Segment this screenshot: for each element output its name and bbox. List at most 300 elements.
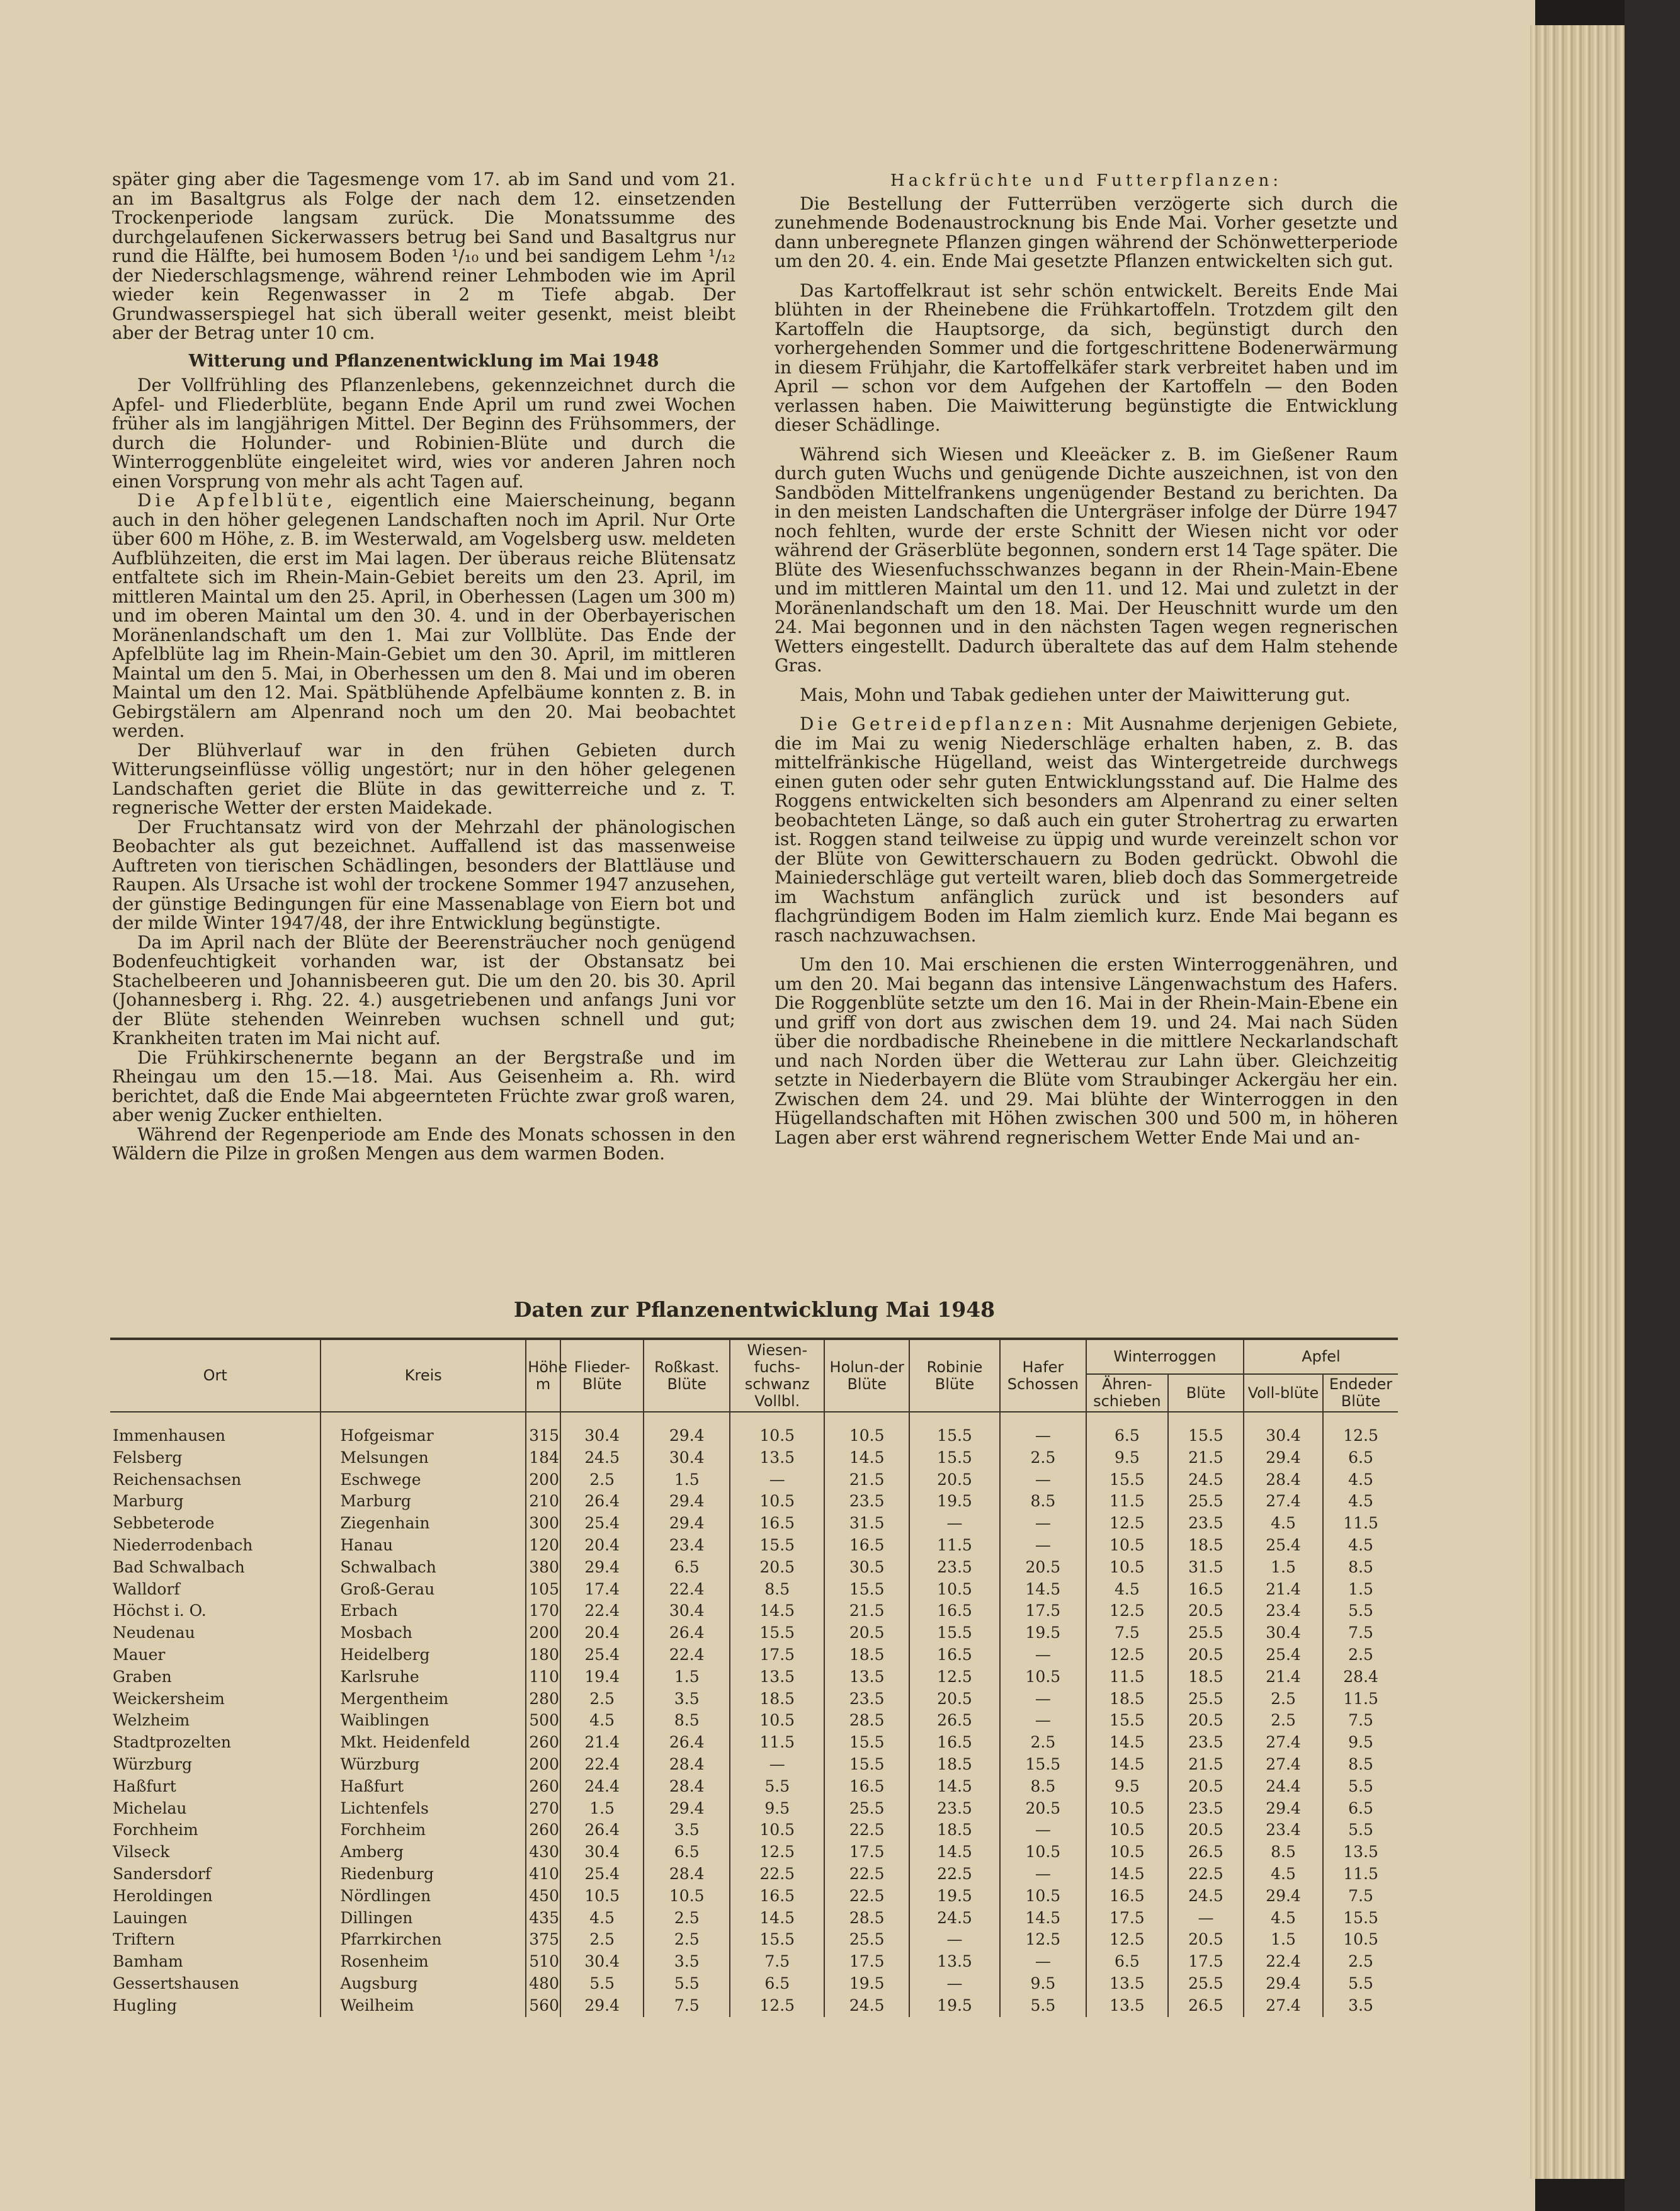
- table-cell: 21.5: [1168, 1447, 1244, 1469]
- table-cell: 10.5: [1086, 1798, 1168, 1820]
- table-cell: 27.4: [1244, 1491, 1323, 1513]
- table-cell: 23.5: [824, 1688, 909, 1710]
- table-cell: 280: [526, 1688, 560, 1710]
- table-cell: 30.4: [644, 1447, 730, 1469]
- page-edges: [1530, 25, 1625, 2179]
- table-cell: 3.5: [644, 1951, 730, 1973]
- table-cell: 29.4: [560, 1995, 644, 2017]
- table-cell: 8.5: [1000, 1491, 1086, 1513]
- paragraph: [775, 715, 1398, 945]
- table-cell: 4.5: [1323, 1469, 1398, 1491]
- table-row: [110, 1710, 1398, 1732]
- table-cell: 29.4: [644, 1412, 730, 1447]
- table-cell: 13.5: [1323, 1841, 1398, 1863]
- table-cell: 26.5: [909, 1710, 1000, 1732]
- table-cell: 1.5: [644, 1666, 730, 1688]
- header-winterroggen-aehrenschieben: Ähren-schieben: [1086, 1374, 1168, 1412]
- table-cell: 3.5: [1323, 1995, 1398, 2017]
- cell-kreis: Pfarrkirchen: [321, 1929, 526, 1951]
- paragraph: [112, 491, 735, 741]
- table-cell: 430: [526, 1841, 560, 1863]
- table-cell: 315: [526, 1412, 560, 1447]
- table-cell: 14.5: [1086, 1863, 1168, 1885]
- table-cell: 19.4: [560, 1666, 644, 1688]
- cell-kreis: Lichtenfels: [321, 1798, 526, 1820]
- table-cell: 375: [526, 1929, 560, 1951]
- cell-ort: Marburg: [113, 1492, 184, 1511]
- table-cell: —: [1000, 1710, 1086, 1732]
- table-cell: 10.5: [824, 1412, 909, 1447]
- table-cell: 4.5: [1244, 1513, 1323, 1535]
- table-row: [110, 1557, 1398, 1579]
- table-cell: 28.4: [644, 1863, 730, 1885]
- table-cell: 10.5: [1086, 1819, 1168, 1841]
- table-cell: 29.4: [1244, 1447, 1323, 1469]
- table-cell: 26.4: [644, 1622, 730, 1644]
- paragraph: Während sich Wiesen und Kleeäcker z. B. im Gießener Raum durch guten Wuchs und genügende Dichte auszeichnen, ist von den Sandböden Mittelfrankens ungenügender Bestand zu berichten. Da in den meisten Landschaften die Untergräser infolge der Dürre 1947 noch fehlten, wurde der erste Schnitt der Wiesen nicht vor oder während der Gräserblüte begonnen, sondern erst 14 Tage später. Die Blüte des Wiesenfuchsschwanzes begann in der Rhein-Main-Ebene und im mittleren Maintal um den 11. und 12. Mai und zuletzt in der Moränenlandschaft um den 18. Mai. Der Heuschnitt wurde um den 24. Mai begonnen und in den nächsten Tagen wegen regnerischen Wetters eingestellt. Dadurch überaltete das auf dem Halm stehende Gras.: [775, 443, 1398, 676]
- table-cell: 27.4: [1244, 1995, 1323, 2017]
- table-cell: 12.5: [1086, 1600, 1168, 1622]
- table-cell: 200: [526, 1754, 560, 1776]
- table-cell: 30.5: [824, 1557, 909, 1579]
- data-table: [110, 1338, 1398, 2017]
- table-cell: 17.5: [1086, 1907, 1168, 1930]
- table-cell: 10.5: [909, 1579, 1000, 1601]
- table-cell: 11.5: [730, 1732, 824, 1754]
- table-cell: 22.5: [909, 1863, 1000, 1885]
- table-row: [110, 1885, 1398, 1907]
- left-text-column: [112, 170, 735, 1164]
- table-cell: 5.5: [730, 1776, 824, 1798]
- cell-ort: Höchst i. O.: [113, 1601, 207, 1620]
- table-cell: 170: [526, 1600, 560, 1622]
- cell-ort: Heroldingen: [113, 1886, 213, 1905]
- cell-kreis: Erbach: [321, 1600, 526, 1622]
- table-cell: 25.4: [560, 1513, 644, 1535]
- cell-ort: Sebbeterode: [113, 1514, 215, 1533]
- table-cell: 9.5: [1086, 1447, 1168, 1469]
- cell-kreis: Riedenburg: [321, 1863, 526, 1885]
- table-row: [110, 1666, 1398, 1688]
- table-cell: 410: [526, 1863, 560, 1885]
- table-cell: 19.5: [909, 1491, 1000, 1513]
- table-cell: 29.4: [644, 1513, 730, 1535]
- cell-kreis: Karlsruhe: [321, 1666, 526, 1688]
- table-cell: 8.5: [1000, 1776, 1086, 1798]
- cell-ort: Neudenau: [113, 1623, 195, 1642]
- table-cell: 26.4: [644, 1732, 730, 1754]
- table-cell: 6.5: [1086, 1412, 1168, 1447]
- table-cell: 16.5: [730, 1513, 824, 1535]
- table-cell: 14.5: [1000, 1907, 1086, 1930]
- table-cell: 28.4: [644, 1754, 730, 1776]
- table-cell: 8.5: [1323, 1557, 1398, 1579]
- table-cell: 15.5: [730, 1929, 824, 1951]
- table-cell: 20.5: [824, 1622, 909, 1644]
- table-cell: 20.5: [1000, 1798, 1086, 1820]
- table-cell: 22.4: [644, 1579, 730, 1601]
- table-cell: 12.5: [1086, 1644, 1168, 1666]
- table-row: [110, 1600, 1398, 1622]
- table-cell: 29.4: [1244, 1973, 1323, 1995]
- table-cell: 15.5: [909, 1412, 1000, 1447]
- table-cell: 11.5: [1323, 1688, 1398, 1710]
- cell-ort: Welzheim: [113, 1711, 190, 1730]
- table-cell: 20.5: [730, 1557, 824, 1579]
- table-cell: 25.4: [560, 1644, 644, 1666]
- table-cell: 10.5: [1086, 1841, 1168, 1863]
- table-cell: 18.5: [909, 1754, 1000, 1776]
- table-row: [110, 1951, 1398, 1973]
- header-flieder: Flieder-Blüte: [560, 1339, 644, 1412]
- table-cell: 13.5: [1086, 1995, 1168, 2017]
- table-row: [110, 1491, 1398, 1513]
- cell-kreis: Groß-Gerau: [321, 1579, 526, 1601]
- table-cell: 12.5: [1086, 1929, 1168, 1951]
- paragraph: Während der Regenperiode am Ende des Monats schossen in den Wäldern die Pilze in großen Mengen aus dem warmen Boden.: [112, 1123, 735, 1164]
- paragraph: Der Vollfrühling des Pflanzenlebens, gekennzeichnet durch die Apfel- und Fliederblüte, begann Ende April um rund zwei Wochen früher als im langjährigen Mittel. Der Beginn des Frühsommers, der durch die Holunder- und Robinien-Blüte und durch die Winterroggenblüte eingeleitet wird, wies vor anderen Jahren noch einen Vorsprung von mehr als acht Tagen auf.: [112, 375, 735, 492]
- paragraph: Das Kartoffelkraut ist sehr schön entwickelt. Bereits Ende Mai blühten in der Rheinebene die Frühkartoffeln. Trotzdem gilt den Kartoffeln die Hauptsorge, da sich, begünstigt durch den vorhergehenden Sommer und die fortgeschrittene Bodenerwärmung in diesem Frühjahr, die Kartoffelkäfer stark verbreitet haben und im April — schon vor dem Aufgehen der Kartoffeln — den Boden verlassen haben. Die Maiwitterung begünstigte die Entwicklung dieser Schädlinge.: [775, 280, 1398, 435]
- table-cell: 10.5: [730, 1710, 824, 1732]
- table-cell: 20.5: [909, 1688, 1000, 1710]
- table-cell: 9.5: [1000, 1973, 1086, 1995]
- table-cell: 14.5: [1086, 1754, 1168, 1776]
- table-row: [110, 1688, 1398, 1710]
- table-cell: 30.4: [1244, 1412, 1323, 1447]
- table-cell: 210: [526, 1491, 560, 1513]
- table-cell: 21.5: [1168, 1754, 1244, 1776]
- table-cell: 28.4: [1244, 1469, 1323, 1491]
- table-cell: 2.5: [1000, 1732, 1086, 1754]
- table-cell: 4.5: [1086, 1579, 1168, 1601]
- table-cell: 300: [526, 1513, 560, 1535]
- spaced-term: Die Apfelblüte,: [137, 490, 336, 511]
- table-cell: 1.5: [1244, 1929, 1323, 1951]
- table-cell: 15.5: [824, 1754, 909, 1776]
- table-cell: 20.5: [909, 1469, 1000, 1491]
- table-cell: 23.5: [909, 1798, 1000, 1820]
- table-row: [110, 1412, 1398, 1447]
- table-cell: 22.4: [560, 1600, 644, 1622]
- right-text-column: [775, 170, 1398, 1147]
- table-cell: 1.5: [560, 1798, 644, 1820]
- table-cell: 13.5: [1086, 1973, 1168, 1995]
- table-cell: 16.5: [1086, 1885, 1168, 1907]
- table-cell: 22.4: [644, 1644, 730, 1666]
- table-cell: 7.5: [644, 1995, 730, 2017]
- table-row: [110, 1819, 1398, 1841]
- table-cell: 30.4: [1244, 1622, 1323, 1644]
- table-cell: 7.5: [1323, 1710, 1398, 1732]
- table-cell: 15.5: [730, 1622, 824, 1644]
- table-cell: 500: [526, 1710, 560, 1732]
- table-cell: 7.5: [1323, 1622, 1398, 1644]
- table-row: [110, 1798, 1398, 1820]
- table-cell: 16.5: [824, 1776, 909, 1798]
- table-cell: 22.4: [1244, 1951, 1323, 1973]
- table-cell: 19.5: [824, 1973, 909, 1995]
- table-cell: 2.5: [1000, 1447, 1086, 1469]
- table-cell: 19.5: [909, 1885, 1000, 1907]
- cell-kreis: Würzburg: [321, 1754, 526, 1776]
- table-cell: 15.5: [824, 1732, 909, 1754]
- table-cell: 4.5: [1244, 1907, 1323, 1930]
- cell-ort: Gessertshausen: [113, 1974, 239, 1992]
- table-cell: 14.5: [824, 1447, 909, 1469]
- cell-ort: Niederrodenbach: [113, 1535, 253, 1554]
- cell-kreis: Forchheim: [321, 1819, 526, 1841]
- table-cell: 2.5: [1244, 1710, 1323, 1732]
- paragraph: Der Blühverlauf war in den frühen Gebieten durch Witterungseinflüsse völlig ungestört; nur in den höher gelegenen Landschaften geriet die Blüte in das gewitterreiche und z. T. regnerische Wetter der ersten Maidekade.: [112, 739, 735, 818]
- table-cell: 29.4: [1244, 1798, 1323, 1820]
- table-cell: 200: [526, 1469, 560, 1491]
- table-cell: 15.5: [1000, 1754, 1086, 1776]
- table-cell: 12.5: [1323, 1412, 1398, 1447]
- table-row: [110, 1644, 1398, 1666]
- table-cell: 24.5: [1168, 1885, 1244, 1907]
- table-cell: 14.5: [909, 1776, 1000, 1798]
- table-cell: 30.4: [560, 1951, 644, 1973]
- table-cell: 260: [526, 1819, 560, 1841]
- table-row: [110, 1447, 1398, 1469]
- table-cell: 20.5: [1168, 1929, 1244, 1951]
- table-cell: 1.5: [1244, 1557, 1323, 1579]
- table-cell: 11.5: [1323, 1513, 1398, 1535]
- table-cell: —: [1000, 1951, 1086, 1973]
- table-cell: 25.5: [1168, 1973, 1244, 1995]
- table-cell: 2.5: [644, 1929, 730, 1951]
- table-cell: 10.5: [730, 1412, 824, 1447]
- table-cell: 560: [526, 1995, 560, 2017]
- table-cell: —: [730, 1754, 824, 1776]
- table-cell: 10.5: [1086, 1557, 1168, 1579]
- paragraph: Da im April nach der Blüte der Beerensträucher noch genügend Bodenfeuchtigkeit vorhanden war, ist der Obstansatz bei Stachelbeeren und Johannisbeeren gut. Die um den 20. bis 30. April (Johannesberg i. Rhg. 22. 4.) ausgetriebenen und anfangs Juni vor der Blüte stehenden Weinreben wuchsen schnell und gut; Krankheiten traten im Mai nicht auf.: [112, 931, 735, 1049]
- table-cell: 6.5: [730, 1973, 824, 1995]
- cell-ort: Stadtprozelten: [113, 1733, 232, 1752]
- table-cell: 2.5: [560, 1929, 644, 1951]
- table-cell: 14.5: [730, 1600, 824, 1622]
- table-cell: 6.5: [1323, 1447, 1398, 1469]
- table-cell: 5.5: [1000, 1995, 1086, 2017]
- table-cell: 18.5: [1168, 1666, 1244, 1688]
- table-cell: 7.5: [1086, 1622, 1168, 1644]
- table-cell: —: [1000, 1688, 1086, 1710]
- table-cell: 16.5: [824, 1535, 909, 1557]
- table-row: [110, 1863, 1398, 1885]
- table-cell: 3.5: [644, 1819, 730, 1841]
- table-cell: 2.5: [644, 1907, 730, 1930]
- table-cell: 21.5: [824, 1600, 909, 1622]
- table-cell: —: [909, 1973, 1000, 1995]
- cell-kreis: Eschwege: [321, 1469, 526, 1491]
- table-row: [110, 1973, 1398, 1995]
- table-cell: 4.5: [1244, 1863, 1323, 1885]
- table-cell: 21.5: [824, 1469, 909, 1491]
- section-heading: Hackfrüchte und Futterpflanzen:: [890, 171, 1282, 190]
- table-cell: 4.5: [1323, 1491, 1398, 1513]
- table-cell: 16.5: [909, 1644, 1000, 1666]
- table-cell: 12.5: [730, 1995, 824, 2017]
- table-cell: 26.5: [1168, 1841, 1244, 1863]
- cell-ort: Reichensachsen: [113, 1470, 242, 1489]
- table-cell: 22.4: [560, 1754, 644, 1776]
- paragraph: Der Fruchtansatz wird von der Mehrzahl der phänologischen Beobachter als gut bezeichnet. Auffallend ist das massenweise Auftreten von tierischen Schädlingen, besonders der Blattläuse und Raupen. Als Ursache ist wohl der trockene Sommer 1947 anzusehen, der günstige Bedingungen für eine Massenablage von Eiern bot und der milde Winter 1947/48, der ihre Entwicklung begünstigte.: [112, 816, 735, 933]
- cell-ort: Felsberg: [113, 1448, 183, 1467]
- table-cell: 15.5: [824, 1579, 909, 1601]
- section-heading: Witterung und Pflanzenentwicklung im Mai 1948: [188, 351, 659, 371]
- table-cell: 10.5: [644, 1885, 730, 1907]
- table-cell: 12.5: [1000, 1929, 1086, 1951]
- table-cell: 17.5: [1000, 1600, 1086, 1622]
- table-cell: 20.5: [1168, 1819, 1244, 1841]
- table-cell: 6.5: [644, 1841, 730, 1863]
- cell-kreis: Amberg: [321, 1841, 526, 1863]
- paragraph-text: Mit Ausnahme derjenigen Gebiete, die im Mai zu wenig Niederschläge erhalten haben, z. B. das mittelfränkische Hügelland, weist das Wintergetreide durchwegs einen guten oder sehr guten Entwicklungsstand auf. Die Halme des Roggens entwickelten sich besonders am Alpenrand zu einer selten beobachteten Länge, so daß auch ein guter Strohertrag zu erwarten ist. Roggen stand teilweise zu üppig und wurde vereinzelt schon vor der Blüte von Gewitterschauern zu Boden gedrückt. Obwohl die Mainiederschläge gut verteilt waren, blieb doch das Sommergetreide im Wachstum anfänglich zurück und ist besonders auf flachgründigem Boden im Halm ziemlich kurz. Ende Mai begann es rasch nachzuwachsen.: [775, 713, 1399, 946]
- table-cell: 29.4: [644, 1491, 730, 1513]
- cell-kreis: Heidelberg: [321, 1644, 526, 1666]
- cell-ort: Bad Schwalbach: [113, 1557, 245, 1576]
- table-cell: 13.5: [730, 1666, 824, 1688]
- table-cell: 13.5: [730, 1447, 824, 1469]
- table-cell: 2.5: [1323, 1644, 1398, 1666]
- table-cell: 14.5: [1000, 1579, 1086, 1601]
- table-cell: 2.5: [1244, 1688, 1323, 1710]
- table-cell: 18.5: [730, 1688, 824, 1710]
- table-title: Daten zur Pflanzenentwicklung Mai 1948: [513, 1297, 996, 1322]
- table-cell: 5.5: [1323, 1819, 1398, 1841]
- table-row: [110, 1513, 1398, 1535]
- table-cell: 5.5: [644, 1973, 730, 1995]
- cell-ort: Weickersheim: [113, 1689, 225, 1708]
- cell-ort: Walldorf: [113, 1579, 180, 1598]
- table-cell: 200: [526, 1622, 560, 1644]
- table-cell: 20.5: [1000, 1557, 1086, 1579]
- paragraph: Die Frühkirschenernte begann an der Bergstraße und im Rheingau um den 15.—18. Mai. Aus Geisenheim a. Rh. wird berichtet, daß die Ende Mai abgeernteten Früchte zwar groß waren, aber wenig Zucker enthielten.: [112, 1047, 735, 1125]
- table-cell: 24.5: [824, 1995, 909, 2017]
- cell-kreis: Hofgeismar: [321, 1412, 526, 1447]
- table-cell: 21.4: [560, 1732, 644, 1754]
- table-cell: 10.5: [1086, 1535, 1168, 1557]
- cell-kreis: Weilheim: [321, 1995, 526, 2017]
- table-cell: 11.5: [1323, 1863, 1398, 1885]
- table-cell: —: [1000, 1412, 1086, 1447]
- table-cell: 5.5: [1323, 1600, 1398, 1622]
- table-cell: 22.5: [730, 1863, 824, 1885]
- table-cell: —: [1000, 1513, 1086, 1535]
- table-cell: 23.4: [644, 1535, 730, 1557]
- table-cell: 380: [526, 1557, 560, 1579]
- table-cell: 28.4: [644, 1776, 730, 1798]
- table-cell: 14.5: [909, 1841, 1000, 1863]
- table-cell: —: [1000, 1469, 1086, 1491]
- table-cell: 11.5: [1086, 1666, 1168, 1688]
- table-cell: —: [1000, 1535, 1086, 1557]
- table-cell: 25.4: [1244, 1644, 1323, 1666]
- table-cell: 5.5: [560, 1973, 644, 1995]
- paragraph: Mais, Mohn und Tabak gediehen unter der Maiwitterung gut.: [800, 684, 1351, 705]
- table-cell: 18.5: [1168, 1535, 1244, 1557]
- table-cell: 26.4: [560, 1491, 644, 1513]
- header-ort: Ort: [110, 1339, 321, 1412]
- table-cell: 25.5: [1168, 1491, 1244, 1513]
- table-cell: 15.5: [1168, 1412, 1244, 1447]
- table-cell: —: [730, 1469, 824, 1491]
- table-cell: 17.5: [1168, 1951, 1244, 1973]
- table-cell: 184: [526, 1447, 560, 1469]
- table-cell: 4.5: [1323, 1535, 1398, 1557]
- table-cell: 260: [526, 1776, 560, 1798]
- table-cell: 28.4: [1323, 1666, 1398, 1688]
- table-cell: 10.5: [1323, 1929, 1398, 1951]
- book-binding: [1625, 0, 1680, 2211]
- table-cell: 23.4: [1244, 1600, 1323, 1622]
- table-row: [110, 1622, 1398, 1644]
- table-cell: 12.5: [730, 1841, 824, 1863]
- cell-ort: Immenhausen: [113, 1426, 226, 1445]
- table-cell: 110: [526, 1666, 560, 1688]
- table-cell: 10.5: [1000, 1666, 1086, 1688]
- table-row: [110, 1995, 1398, 2017]
- table-cell: 15.5: [1323, 1907, 1398, 1930]
- table-cell: 23.5: [1168, 1798, 1244, 1820]
- table-cell: 4.5: [560, 1710, 644, 1732]
- table-cell: 22.5: [824, 1885, 909, 1907]
- table-cell: 24.5: [560, 1447, 644, 1469]
- table-cell: —: [909, 1513, 1000, 1535]
- table-row: [110, 1776, 1398, 1798]
- table-row: [110, 1535, 1398, 1557]
- table-cell: 18.5: [1086, 1688, 1168, 1710]
- table-cell: 15.5: [1086, 1469, 1168, 1491]
- table-cell: 14.5: [1086, 1732, 1168, 1754]
- table-cell: —: [1000, 1644, 1086, 1666]
- header-wiesenfuchsschwanz: Wiesen-fuchs-schwanz Vollbl.: [730, 1339, 824, 1412]
- table-cell: 31.5: [824, 1513, 909, 1535]
- table-cell: —: [909, 1929, 1000, 1951]
- table-cell: 1.5: [1323, 1579, 1398, 1601]
- table-row: [110, 1732, 1398, 1754]
- table-row: [110, 1841, 1398, 1863]
- table-row: [110, 1579, 1398, 1601]
- table-cell: 7.5: [730, 1951, 824, 1973]
- table-cell: 23.5: [824, 1491, 909, 1513]
- header-winterroggen: Winterroggen: [1086, 1339, 1244, 1374]
- table-cell: 16.5: [1168, 1579, 1244, 1601]
- table-cell: 17.5: [824, 1841, 909, 1863]
- table-cell: 15.5: [909, 1622, 1000, 1644]
- table-cell: 17.5: [730, 1644, 824, 1666]
- table-cell: 27.4: [1244, 1732, 1323, 1754]
- table-cell: 11.5: [1086, 1491, 1168, 1513]
- table-cell: 30.4: [644, 1600, 730, 1622]
- table-cell: 510: [526, 1951, 560, 1973]
- cell-kreis: Mosbach: [321, 1622, 526, 1644]
- cell-ort: Bamham: [113, 1952, 183, 1971]
- table-cell: 15.5: [1086, 1710, 1168, 1732]
- table-row: [110, 1929, 1398, 1951]
- table-cell: 22.5: [824, 1863, 909, 1885]
- header-winterroggen-bluete: Blüte: [1168, 1374, 1244, 1412]
- cell-kreis: Haßfurt: [321, 1776, 526, 1798]
- header-apfel-ende: Endeder Blüte: [1323, 1374, 1398, 1412]
- table-cell: 28.5: [824, 1907, 909, 1930]
- table-cell: 17.5: [824, 1951, 909, 1973]
- table-cell: 23.5: [1168, 1732, 1244, 1754]
- table-cell: 3.5: [644, 1688, 730, 1710]
- cell-ort: Lauingen: [113, 1908, 188, 1927]
- table-cell: 29.4: [644, 1798, 730, 1820]
- table-cell: 25.4: [1244, 1535, 1323, 1557]
